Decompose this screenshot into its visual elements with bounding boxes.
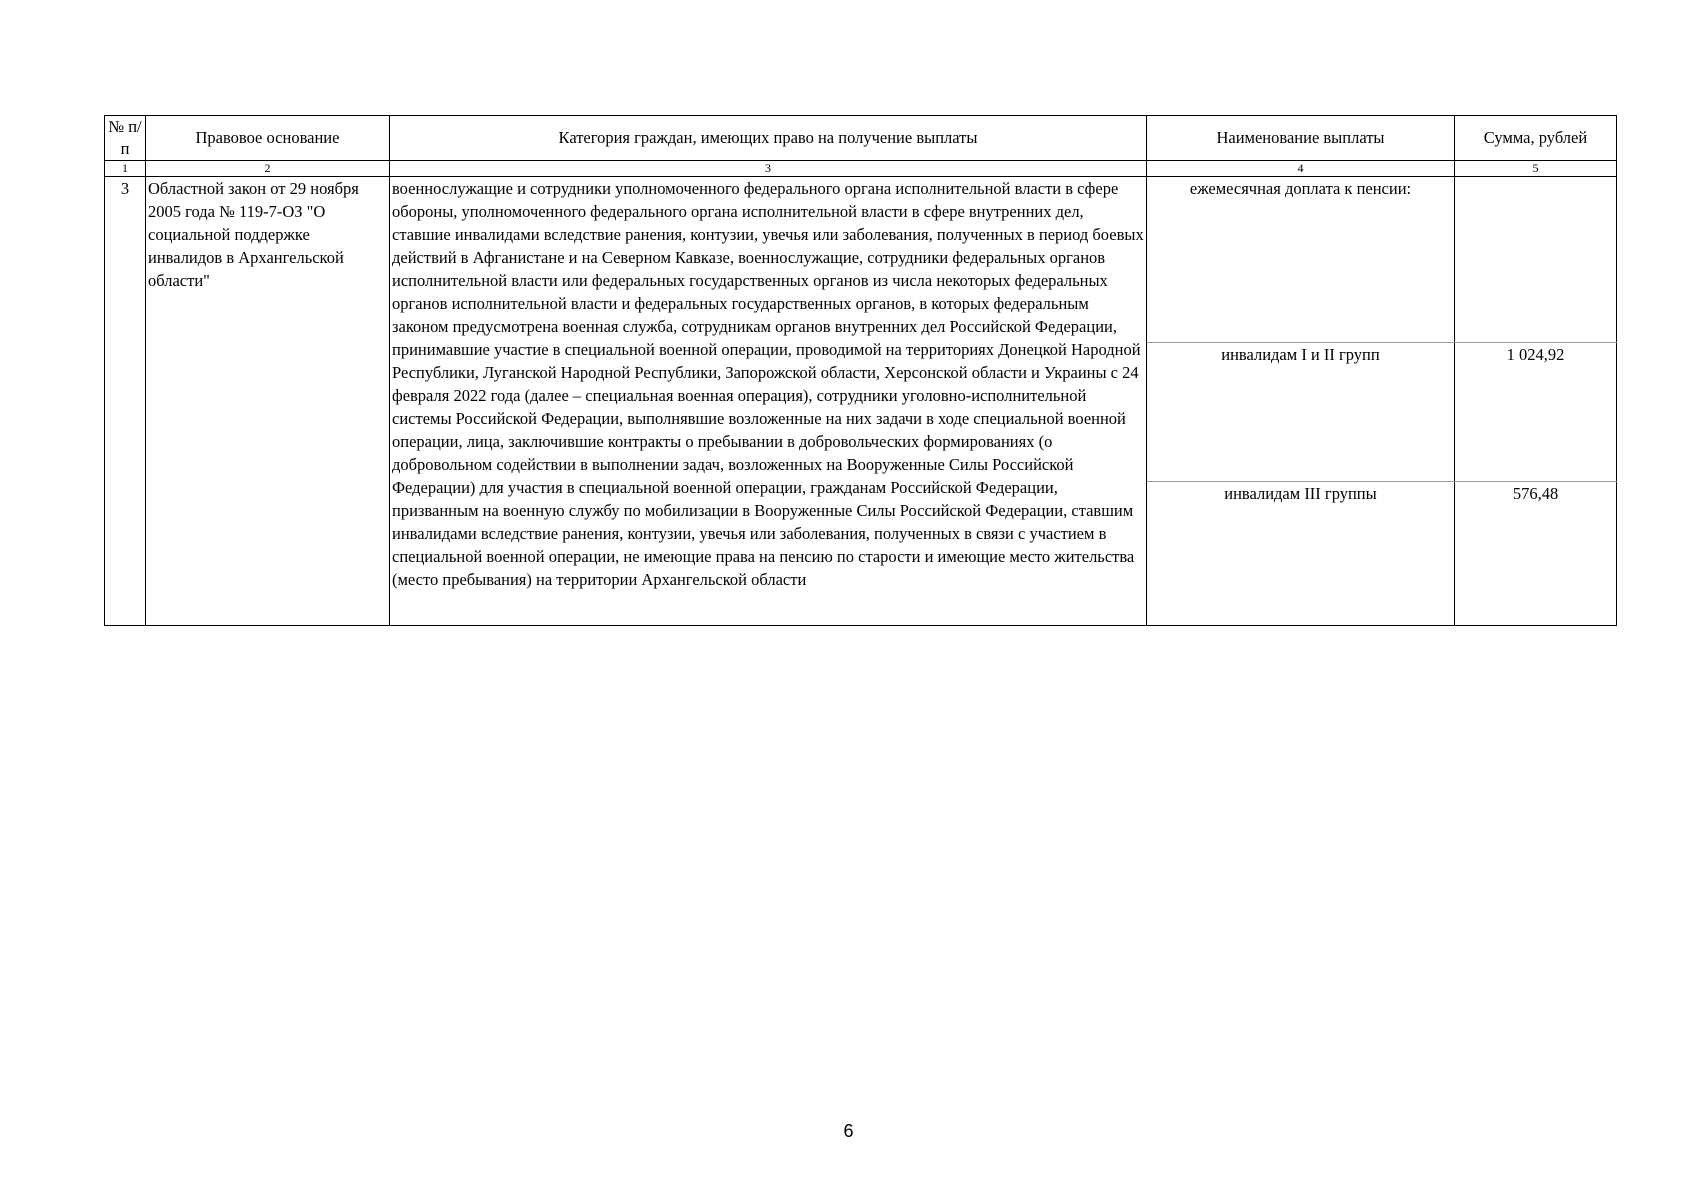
row-legal-basis: Областной закон от 29 ноября 2005 года № 119-7-ОЗ "О социальной поддержке инвалидов в Архангельской области" (146, 177, 390, 626)
row-num: 3 (105, 177, 146, 626)
header-payment-name: Наименование выплаты (1147, 116, 1455, 161)
header-num: № п/п (105, 116, 146, 161)
header-category: Категория граждан, имеющих право на получение выплаты (390, 116, 1147, 161)
payment-amount: 1 024,92 (1455, 343, 1617, 482)
payment-name: инвалидам III группы (1147, 482, 1455, 626)
header-amount: Сумма, рублей (1455, 116, 1617, 161)
page-number: 6 (843, 1121, 854, 1141)
column-number: 3 (390, 161, 1147, 177)
column-number: 5 (1455, 161, 1617, 177)
benefits-table (104, 115, 1617, 626)
row-category: военнослужащие и сотрудники уполномоченного федерального органа исполнительной власти в сфере обороны, уполномоченного федерального органа исполнительной власти в сфере внутренних дел, ставшие инвалидами вследствие ранения, контузии, увечья или заболевания, полученных в период боевых действий в Афганистане и на Северном Кавказе, военнослужащие, сотрудники федеральных органов исполнительной власти или федеральных государственных органов из числа некоторых федеральных органов исполнительной власти и федеральных государственных органов, в которых федеральным законом предусмотрена военная служба, сотрудникам органов внутренних дел Российской Федерации, принимавшие участие в специальной военной операции, проводимой на территориях Донецкой Народной Республики, Луганской Народной Республики, Запорожской области, Херсонской области и Украины с 24 февраля 2022 года (далее – специальная военная операция), сотрудники уголовно-исполнительной системы Российской Федерации, выполнявшие возложенные на них задачи в ходе специальной военной операции, лица, заключившие контракты о пребывании в добровольческих формированиях (о добровольном содействии в выполнении задач, возложенных на Вооруженные Силы Российской Федерации) для участия в специальной военной операции, гражданам Российской Федерации, призванным на военную службу по мобилизации в Вооруженные Силы Российской Федерации, ставшим инвалидами вследствие ранения, контузии, увечья или заболевания, полученных в связи с участием в специальной военной операции, не имеющие права на пенсию по старости и имеющие место жительства (место пребывания) на территории Архангельской области (390, 177, 1147, 626)
column-number-row (105, 161, 1617, 177)
header-legal-basis: Правовое основание (146, 116, 390, 161)
column-number: 4 (1147, 161, 1455, 177)
payment-name: инвалидам I и II групп (1147, 343, 1455, 482)
column-number: 1 (105, 161, 146, 177)
payment-name: ежемесячная доплата к пенсии: (1147, 177, 1455, 343)
payment-amount: 576,48 (1455, 482, 1617, 626)
payment-amount (1455, 177, 1617, 343)
table-header-row (105, 116, 1617, 161)
table-row (105, 177, 1617, 343)
column-number: 2 (146, 161, 390, 177)
